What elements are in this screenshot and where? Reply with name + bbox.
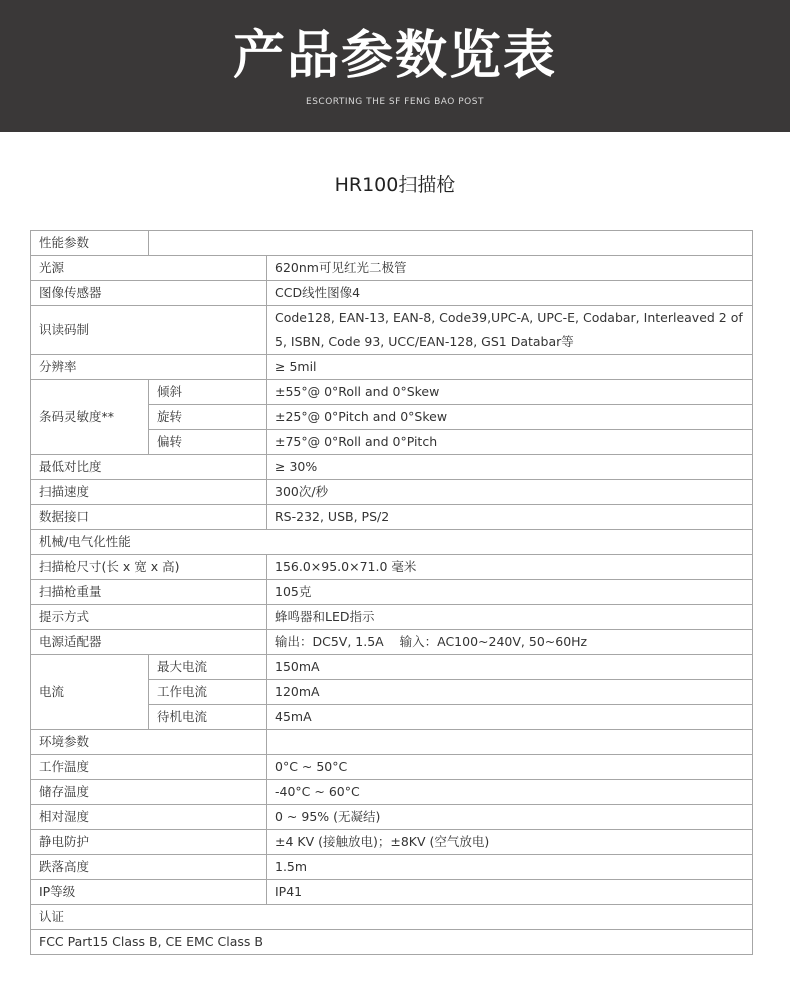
- spec-value: 120mA: [267, 680, 753, 705]
- spec-value: 0°C ~ 50°C: [267, 755, 753, 780]
- banner-subtitle: ESCORTING THE SF FENG BAO POST: [306, 97, 484, 107]
- spec-label: 扫描枪重量: [31, 580, 267, 605]
- table-row: [31, 455, 753, 480]
- spec-value: 156.0×95.0×71.0 毫米: [267, 555, 753, 580]
- table-row: [31, 480, 753, 505]
- spec-table: [30, 230, 753, 955]
- table-row: [31, 580, 753, 605]
- spec-value: 150mA: [267, 655, 753, 680]
- spec-label: 电源适配器: [31, 630, 267, 655]
- spec-label: 最低对比度: [31, 455, 267, 480]
- spec-label: 扫描枪尺寸(长 x 宽 x 高): [31, 555, 267, 580]
- spec-value: 105克: [267, 580, 753, 605]
- table-row: [31, 380, 753, 405]
- spec-label: 光源: [31, 256, 267, 281]
- spec-label: 分辨率: [31, 355, 267, 380]
- spec-value: 300次/秒: [267, 480, 753, 505]
- table-row: [31, 805, 753, 830]
- spec-label: 储存温度: [31, 780, 267, 805]
- table-row: [31, 281, 753, 306]
- table-row: [31, 830, 753, 855]
- spec-value: ±25°@ 0°Pitch and 0°Skew: [267, 405, 753, 430]
- spec-value: 620nm可见红光二极管: [267, 256, 753, 281]
- spec-value: ±4 KV (接触放电)；±8KV (空气放电): [267, 830, 753, 855]
- spec-sublabel: 倾斜: [149, 380, 267, 405]
- table-row: [31, 905, 753, 930]
- spec-sublabel: 旋转: [149, 405, 267, 430]
- certification-value: FCC Part15 Class B, CE EMC Class B: [31, 930, 753, 955]
- spec-group-label: 条码灵敏度**: [31, 380, 149, 455]
- spec-label: 提示方式: [31, 605, 267, 630]
- spec-label: 跌落高度: [31, 855, 267, 880]
- spec-group-label: 电流: [31, 655, 149, 730]
- section-performance-blank: [149, 231, 753, 256]
- table-row: [31, 355, 753, 380]
- spec-value: ≥ 30%: [267, 455, 753, 480]
- table-row: [31, 855, 753, 880]
- table-row: [31, 306, 753, 355]
- table-row: [31, 630, 753, 655]
- table-row: [31, 755, 753, 780]
- table-row: [31, 505, 753, 530]
- table-row: [31, 730, 753, 755]
- spec-sublabel: 工作电流: [149, 680, 267, 705]
- product-title: HR100扫描枪: [334, 174, 456, 196]
- spec-value: ±75°@ 0°Roll and 0°Pitch: [267, 430, 753, 455]
- spec-label: 工作温度: [31, 755, 267, 780]
- table-row: [31, 530, 753, 555]
- spec-value: -40°C ~ 60°C: [267, 780, 753, 805]
- spec-label: 识读码制: [31, 306, 267, 355]
- table-row: [31, 655, 753, 680]
- spec-label: 静电防护: [31, 830, 267, 855]
- spec-label: 数据接口: [31, 505, 267, 530]
- section-environment: 环境参数: [31, 730, 267, 755]
- spec-sublabel: 最大电流: [149, 655, 267, 680]
- section-certification: 认证: [31, 905, 753, 930]
- table-row: [31, 256, 753, 281]
- spec-sublabel: 偏转: [149, 430, 267, 455]
- spec-value: 输出：DC5V, 1.5A 输入：AC100~240V, 50~60Hz: [267, 630, 753, 655]
- spec-value: IP41: [267, 880, 753, 905]
- section-environment-blank: [267, 730, 753, 755]
- table-row: [31, 930, 753, 955]
- spec-value: 0 ~ 95% (无凝结): [267, 805, 753, 830]
- spec-value: 蜂鸣器和LED指示: [267, 605, 753, 630]
- table-row: [31, 555, 753, 580]
- banner-title: 产品参数览表: [232, 26, 557, 86]
- table-row: [31, 231, 753, 256]
- spec-value: 1.5m: [267, 855, 753, 880]
- section-performance: 性能参数: [31, 231, 149, 256]
- table-row: [31, 880, 753, 905]
- header-banner: [0, 0, 790, 132]
- spec-value: CCD线性图像4: [267, 281, 753, 306]
- spec-value: Code128, EAN-13, EAN-8, Code39,UPC-A, UPC-E, Codabar, Interleaved 2 of 5, ISBN, Code 93, UCC/EAN-128, GS1 Databar等: [267, 306, 753, 355]
- table-row: [31, 605, 753, 630]
- section-mechanical: 机械/电气化性能: [31, 530, 753, 555]
- spec-label: IP等级: [31, 880, 267, 905]
- spec-value: ≥ 5mil: [267, 355, 753, 380]
- table-row: [31, 780, 753, 805]
- spec-label: 图像传感器: [31, 281, 267, 306]
- spec-label: 相对湿度: [31, 805, 267, 830]
- spec-value: RS-232, USB, PS/2: [267, 505, 753, 530]
- spec-sublabel: 待机电流: [149, 705, 267, 730]
- spec-value: 45mA: [267, 705, 753, 730]
- spec-value: ±55°@ 0°Roll and 0°Skew: [267, 380, 753, 405]
- spec-label: 扫描速度: [31, 480, 267, 505]
